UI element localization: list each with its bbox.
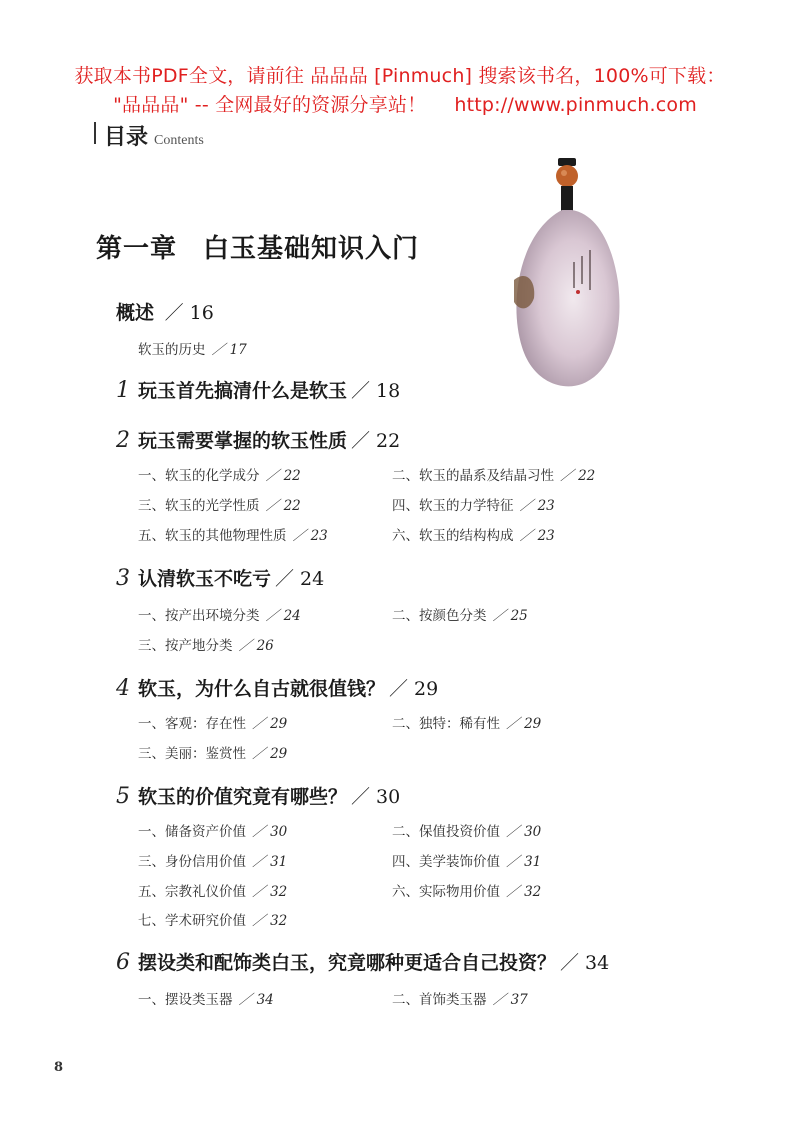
chapter-heading: [96, 228, 419, 265]
banner-line-1: 获取本书PDF全文，请前往 品品品 [Pinmuch] 搜索该书名，100%可下载：: [74, 65, 726, 87]
section-title: 摆设类和配饰类白玉，究竟哪种更适合自己投资？: [138, 952, 557, 974]
chapter-title: 白玉基础知识入门: [203, 234, 420, 264]
sub-title: 二、首饰类玉器: [392, 992, 487, 1008]
toc-sub-item[interactable]: [138, 634, 274, 654]
sub-page: ／ 31: [506, 854, 542, 870]
sub-title: 四、美学装饰价值: [392, 854, 500, 870]
toc-title-english: Contents: [154, 133, 204, 148]
sub-title: 一、客观：存在性: [138, 716, 246, 732]
toc-sub-item[interactable]: [138, 494, 301, 514]
toc-sub-item[interactable]: [392, 494, 555, 514]
section-number: 3: [116, 566, 130, 591]
toc-sub-item[interactable]: [138, 464, 301, 484]
section-page: ／ 29: [389, 678, 439, 700]
toc-section-2[interactable]: [116, 426, 400, 453]
chapter-label: 第一章: [96, 234, 178, 264]
toc-section-3[interactable]: [116, 564, 324, 591]
toc-section-6[interactable]: [116, 948, 609, 975]
toc-sub-item[interactable]: [138, 604, 301, 624]
sub-title: 一、按产出环境分类: [138, 608, 260, 624]
toc-sub-history[interactable]: [138, 338, 247, 358]
toc-sub-item[interactable]: [392, 712, 541, 732]
sub-page: ／ 30: [506, 824, 542, 840]
sub-page: ／ 26: [238, 638, 274, 654]
sub-page: ／ 24: [265, 608, 301, 624]
section-page: ／ 34: [560, 952, 610, 974]
sub-page: ／ 29: [506, 716, 542, 732]
toc-section-overview[interactable]: [116, 298, 214, 325]
sub-page: ／ 29: [252, 746, 288, 762]
section-number: 4: [116, 676, 130, 701]
sub-title: 七、学术研究价值: [138, 913, 246, 929]
banner-line-2: [0, 91, 800, 120]
sub-title: 二、保值投资价值: [392, 824, 500, 840]
toc-sub-item[interactable]: [392, 850, 541, 870]
toc-sub-item[interactable]: [138, 909, 287, 929]
sub-title: 二、按颜色分类: [392, 608, 487, 624]
sub-page: ／ 22: [265, 498, 301, 514]
section-page: ／ 22: [351, 430, 401, 452]
section-number: 2: [116, 428, 130, 453]
sub-page: ／ 22: [560, 468, 596, 484]
sub-title: 软玉的历史: [138, 342, 206, 358]
toc-section-5[interactable]: [116, 782, 400, 809]
section-page: ／ 16: [164, 302, 214, 324]
sub-title: 一、摆设类玉器: [138, 992, 233, 1008]
sub-page: ／ 17: [211, 342, 247, 358]
section-title: 软玉，为什么自古就很值钱？: [138, 678, 386, 700]
sub-page: ／ 29: [252, 716, 288, 732]
sub-page: ／ 22: [265, 468, 301, 484]
toc-sub-item[interactable]: [392, 880, 541, 900]
sub-page: ／ 32: [506, 884, 542, 900]
sub-title: 六、实际物用价值: [392, 884, 500, 900]
toc-sub-item[interactable]: [392, 988, 528, 1008]
sub-title: 一、储备资产价值: [138, 824, 246, 840]
toc-sub-item[interactable]: [138, 988, 274, 1008]
sub-page: ／ 37: [492, 992, 528, 1008]
section-title: 软玉的价值究竟有哪些？: [138, 786, 348, 808]
section-page: ／ 18: [351, 380, 401, 402]
sub-page: ／ 32: [252, 913, 288, 929]
toc-sub-item[interactable]: [138, 742, 287, 762]
sub-page: ／ 32: [252, 884, 288, 900]
toc-sub-item[interactable]: [392, 820, 541, 840]
page-number: 8: [54, 1060, 64, 1075]
sub-page: ／ 31: [252, 854, 288, 870]
toc-sub-item[interactable]: [138, 712, 287, 732]
section-title: 玩玉需要掌握的软玉性质: [138, 430, 348, 452]
toc-sub-item[interactable]: [392, 524, 555, 544]
toc-section-4[interactable]: [116, 674, 438, 701]
sub-title: 三、美丽：鉴赏性: [138, 746, 246, 762]
section-title: 认清软玉不吃亏: [138, 568, 272, 590]
sub-page: ／ 23: [519, 498, 555, 514]
toc-sub-item[interactable]: [138, 820, 287, 840]
toc-sub-item[interactable]: [138, 880, 287, 900]
section-number: 5: [116, 784, 130, 809]
sub-title: 三、软玉的光学性质: [138, 498, 260, 514]
sub-page: ／ 30: [252, 824, 288, 840]
toc-sub-item[interactable]: [138, 524, 328, 544]
toc-title: 目录: [104, 124, 149, 150]
section-number: 6: [116, 950, 130, 975]
download-banner: [0, 62, 800, 120]
section-page: ／ 30: [351, 786, 401, 808]
section-page: ／ 24: [275, 568, 325, 590]
toc-sub-item[interactable]: [392, 604, 528, 624]
section-title: 概述: [116, 302, 155, 324]
sub-title: 五、软玉的其他物理性质: [138, 528, 287, 544]
banner-url-link[interactable]: http://www.pinmuch.com: [454, 94, 697, 116]
sub-title: 三、按产地分类: [138, 638, 233, 654]
toc-sub-item[interactable]: [138, 850, 287, 870]
sub-page: ／ 23: [519, 528, 555, 544]
toc-sub-item[interactable]: [392, 464, 595, 484]
sub-title: 六、软玉的结构构成: [392, 528, 514, 544]
banner-slogan: "品品品" -- 全网最好的资源分享站！: [113, 94, 427, 116]
sub-title: 一、软玉的化学成分: [138, 468, 260, 484]
sub-title: 二、软玉的晶系及结晶习性: [392, 468, 554, 484]
sub-title: 四、软玉的力学特征: [392, 498, 514, 514]
toc-header: [94, 120, 204, 150]
sub-page: ／ 34: [238, 992, 274, 1008]
jade-pendant-image: [500, 152, 630, 402]
sub-title: 二、独特：稀有性: [392, 716, 500, 732]
sub-page: ／ 23: [292, 528, 328, 544]
toc-section-1[interactable]: [116, 376, 400, 403]
sub-title: 三、身份信用价值: [138, 854, 246, 870]
section-title: 玩玉首先搞清什么是软玉: [138, 380, 348, 402]
sub-page: ／ 25: [492, 608, 528, 624]
header-divider: [94, 122, 96, 144]
sub-title: 五、宗教礼仪价值: [138, 884, 246, 900]
section-number: 1: [116, 378, 130, 403]
